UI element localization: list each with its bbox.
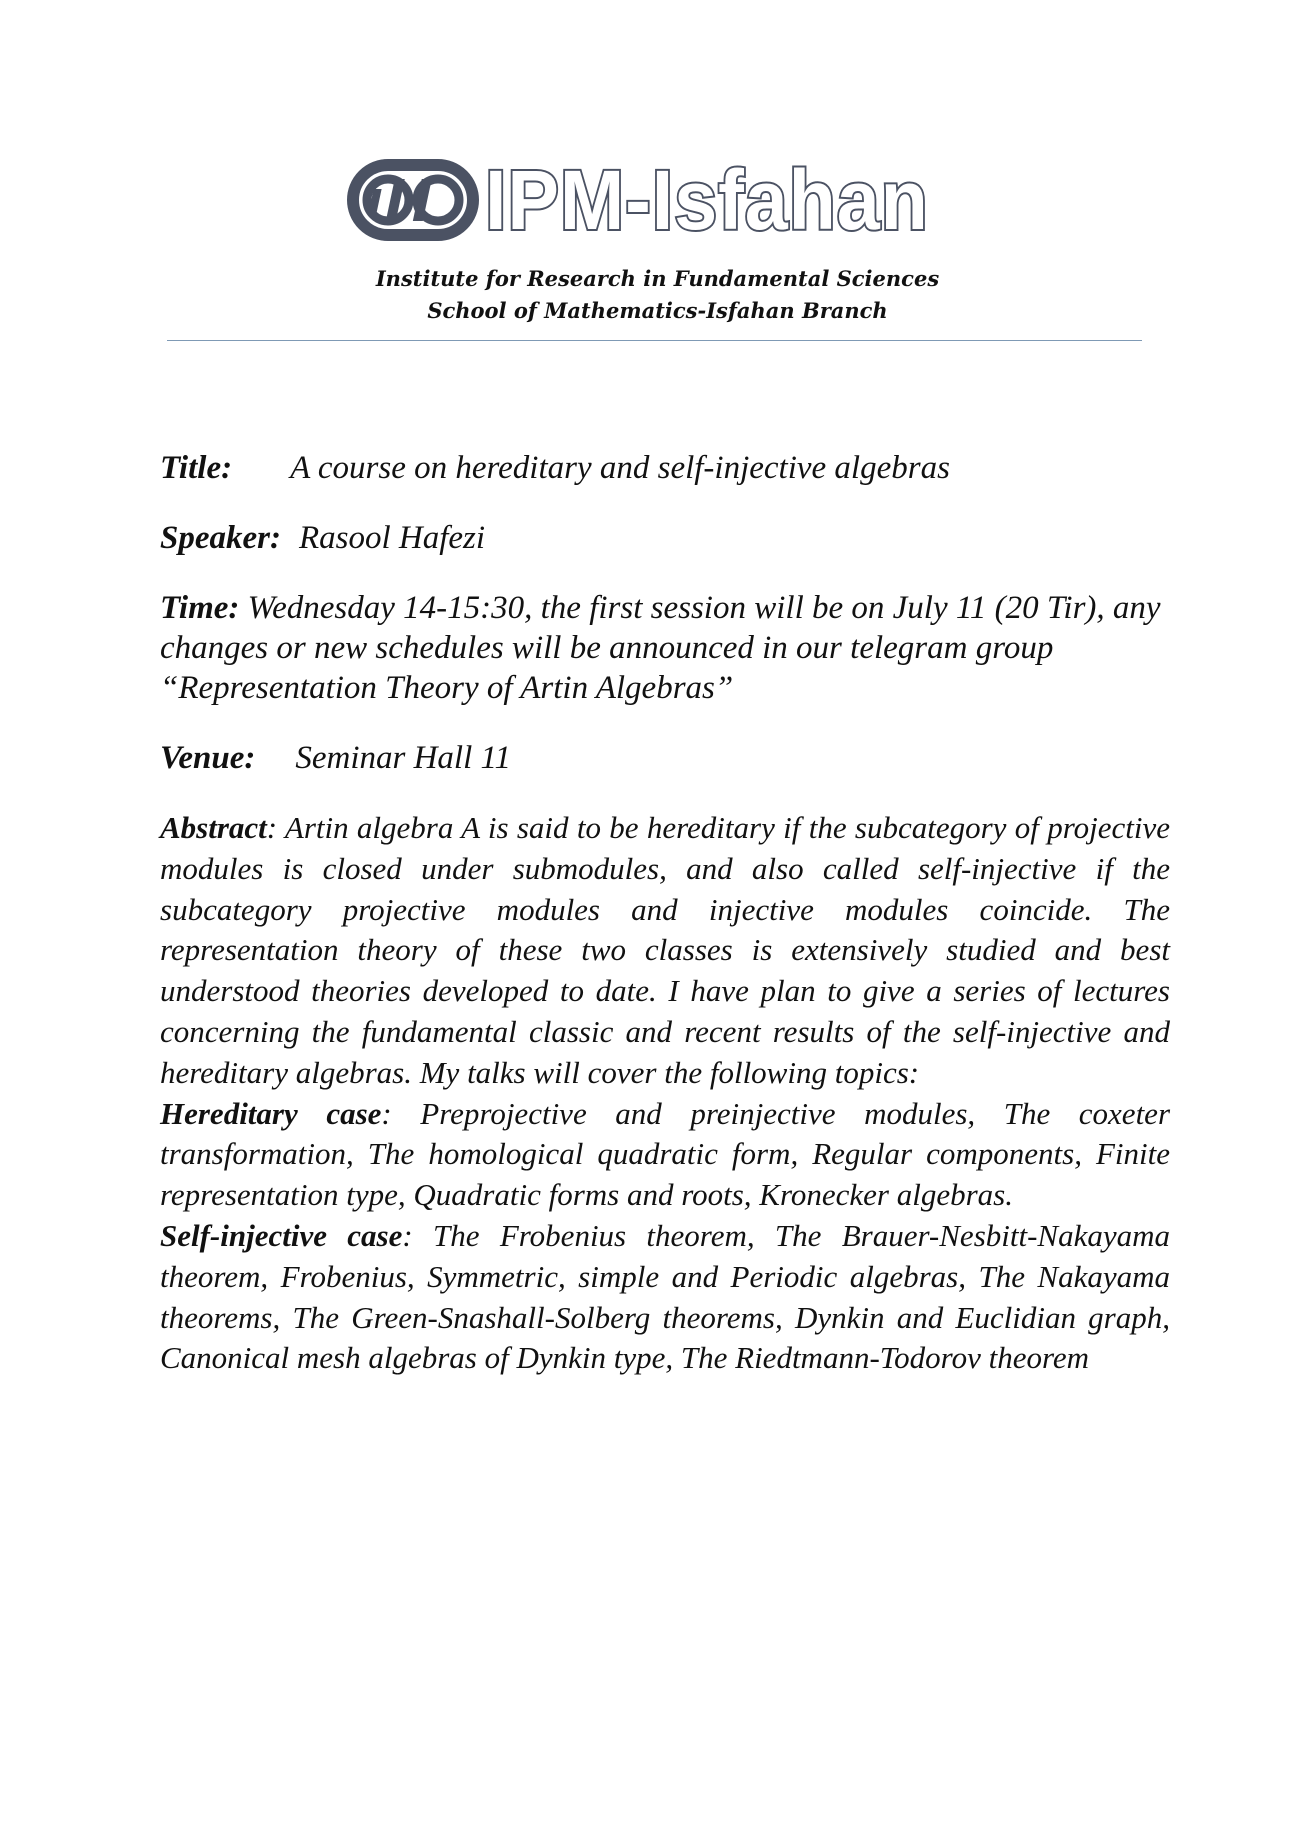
title-label: Title: <box>160 450 233 486</box>
time-label: Time: <box>160 590 240 626</box>
header <box>0 150 1315 250</box>
speaker-label: Speaker: <box>160 520 281 556</box>
ipm-logo <box>347 150 967 250</box>
selfinjective-text: : The Frobenius theorem, The Brauer-Nesbitt-Nakayama theorem, Frobenius, Symmetric, simple and Periodic algebras, The Nakayama theorems, The Green-Snashall-Solberg theorems, Dynkin and Euclidian graph, Canonical mesh algebras of Dynkin type, The Riedtmann-Todorov theorem <box>160 1217 1171 1376</box>
hereditary-label: Hereditary case <box>160 1095 382 1131</box>
selfinjective-label: Self-injective case <box>160 1217 403 1253</box>
logo-wordmark: IPM-Isfahan <box>485 153 930 247</box>
institute-name: Institute for Research in Fundamental Sciences <box>375 266 940 291</box>
venue-value: Seminar Hall 11 <box>295 740 512 776</box>
title-field <box>160 448 1170 488</box>
speaker-value: Rasool Hafezi <box>298 520 486 556</box>
speaker-field <box>160 518 1170 558</box>
abstract-text: : Artin algebra A is said to be hereditary if the subcategory of projective modules is closed under submodules, and also called self-injective if the subcategory projective modules and injective modules coincide. The representation theory of these two classes is extensively studied and best understood theories developed to date. I have plan to give a series of lectures concerning the fundamental classic and recent results of the self-injective and hereditary algebras. My talks will cover the following topics: <box>160 810 1170 1090</box>
abstract-label: Abstract <box>160 810 267 845</box>
school-name: School of Mathematics-Isfahan Branch <box>427 298 888 323</box>
hereditary-text: : Preprojective and preinjective modules, The coxeter transformation, The homological quadratic form, Regular components, Finite representation type, Quadratic forms and roots, Kronecker algebras. <box>160 1095 1171 1213</box>
header-divider <box>167 340 1142 341</box>
time-value: Wednesday 14-15:30, the first session will be on July 11 (20 Tir), any changes or new schedules will be announced in our telegram group “Representation Theory of Artin Algebras” <box>160 590 1169 706</box>
selfinjective-paragraph <box>160 1216 1170 1379</box>
abstract-paragraph <box>160 808 1170 1094</box>
venue-label: Venue: <box>160 740 256 776</box>
time-field <box>160 588 1170 708</box>
announcement-body <box>160 448 1170 1379</box>
venue-field <box>160 738 1170 778</box>
hereditary-paragraph <box>160 1094 1170 1216</box>
title-value: A course on hereditary and self-injective algebras <box>290 450 950 486</box>
ipm-logo-icon <box>347 159 479 241</box>
